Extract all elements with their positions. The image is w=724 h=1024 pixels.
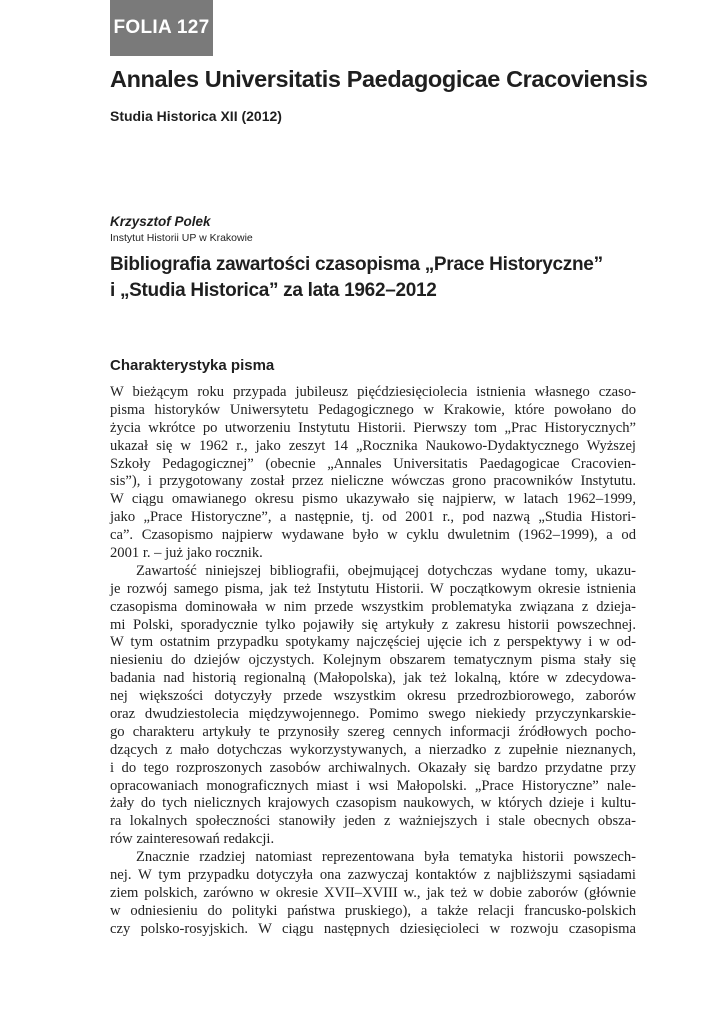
body-line: sis”), i przygotowany został przez nieliczne wówczas grono pracowników Instytutu. <box>110 473 636 490</box>
body-line: ca”. Czasopismo najpierw wydawane było w cyklu dwuletnim (1962–1999), a od <box>110 527 636 544</box>
body-line: ra lokalnych społeczności stanowiły jeden z ważniejszych i stale obecnych obsza- <box>110 813 636 830</box>
journal-title: Annales Universitatis Paedagogicae Cracoviensis <box>110 66 648 92</box>
body-text <box>110 384 636 939</box>
body-line: Znacznie rzadziej natomiast reprezentowana była tematyka historii powszech- <box>136 849 636 866</box>
body-line: go charakteru artykuły te przynosiły szereg cennych informacji źródłowych pocho- <box>110 723 636 740</box>
series-subtitle: Studia Historica XII (2012) <box>110 108 282 124</box>
body-line: i do tego rozproszonych zasobów archiwalnych. Okazały się bardzo przydatne przy <box>110 759 636 776</box>
body-line: ziem polskich, zarówno w okresie XVII–XVIII w., jak też w dobie zaborów (głównie <box>110 884 636 901</box>
body-line: rów zainteresowań redakcji. <box>110 831 275 848</box>
body-line: dzących z mało dotychczas wykorzystywanych, a nierzadko z zupełnie nieznanych, <box>110 741 636 758</box>
body-line: nej. W tym przypadku dotyczyła ona zazwyczaj kontaktów z najbliższymi sąsiadami <box>110 867 636 884</box>
body-line: czy polsko-rosyjskich. W ciągu następnych dziesięcioleci w rozwoju czasopisma <box>110 920 636 937</box>
author-affiliation: Instytut Historii UP w Krakowie <box>110 232 253 244</box>
body-line: mi Polski, sporadycznie tylko pojawiły się artykuły z zakresu historii powszechnej. <box>110 616 636 633</box>
body-line: badania nad historią regionalną (Małopolska), jak też lokalną, które w zdecydowa- <box>110 670 636 687</box>
body-line: jako „Prace Historyczne”, a następnie, tj. od 2001 r., pod nazwą „Studia Histori- <box>110 509 636 526</box>
body-line: żały do tych nielicznych krajowych czasopism naukowych, w których dzieje i kultu- <box>110 795 636 812</box>
body-line: nej większości dotyczyły przede wszystkim okresu przedrozbiorowego, zaborów <box>110 688 636 705</box>
body-line: W ciągu omawianego okresu pismo ukazywało się najpierw, w latach 1962–1999, <box>110 491 636 508</box>
body-line: W bieżącym roku przypada jubileusz pięćdziesięciolecia istnienia własnego czaso- <box>110 384 636 400</box>
article-title-line: Bibliografia zawartości czasopisma „Prace Historyczne” <box>110 254 603 275</box>
body-line: niesieniu do dziejów ojczystych. Kolejnym obszarem tematycznym pisma stały się <box>110 652 636 669</box>
body-line: ukazał się w 1962 r., jako zeszyt 14 „Rocznika Naukowo-Dydaktycznego Wyższej <box>110 437 636 454</box>
body-line: W tym ostatnim przypadku spotykamy najczęściej ujęcie ich z perspektywy i w od- <box>110 634 636 651</box>
folio-badge: FOLIA 127 <box>110 0 213 56</box>
article-title-line: i „Studia Historica” za lata 1962–2012 <box>110 280 437 301</box>
body-line: Szkoły Pedagogicznej” (obecnie „Annales Universitatis Paedagogicae Cracovien- <box>110 455 636 472</box>
article-title <box>110 252 650 304</box>
body-line: je rozwój samego pisma, jak też Instytutu Historii. W początkowym okresie istnienia <box>110 580 636 597</box>
body-line: czasopisma dominowała w nim przede wszystkim problematyka związana z dzieja- <box>110 598 636 615</box>
author-name: Krzysztof Polek <box>110 214 211 229</box>
body-line: 2001 r. – już jako rocznik. <box>110 545 263 562</box>
body-line: Zawartość niniejszej bibliografii, obejmującej dotychczas wydane tomy, ukazu- <box>136 562 636 579</box>
body-line: w odniesieniu do polityki państwa pruskiego), a także relacji francusko-polskich <box>110 902 636 919</box>
section-heading: Charakterystyka pisma <box>110 357 275 374</box>
body-line: życia wkrótce po utworzeniu Instytutu Historii. Pierwszy tom „Prac Historycznych” <box>110 419 636 436</box>
body-line: opracowaniach monograficznych miast i wsi Małopolski. „Prace Historyczne” nale- <box>110 777 636 794</box>
body-line: pisma historyków Uniwersytetu Pedagogicznego w Krakowie, które powołano do <box>110 401 636 418</box>
body-line: oraz dwudziestolecia międzywojennego. Pomimo swego niekiedy przyczynkarskie- <box>110 706 636 723</box>
